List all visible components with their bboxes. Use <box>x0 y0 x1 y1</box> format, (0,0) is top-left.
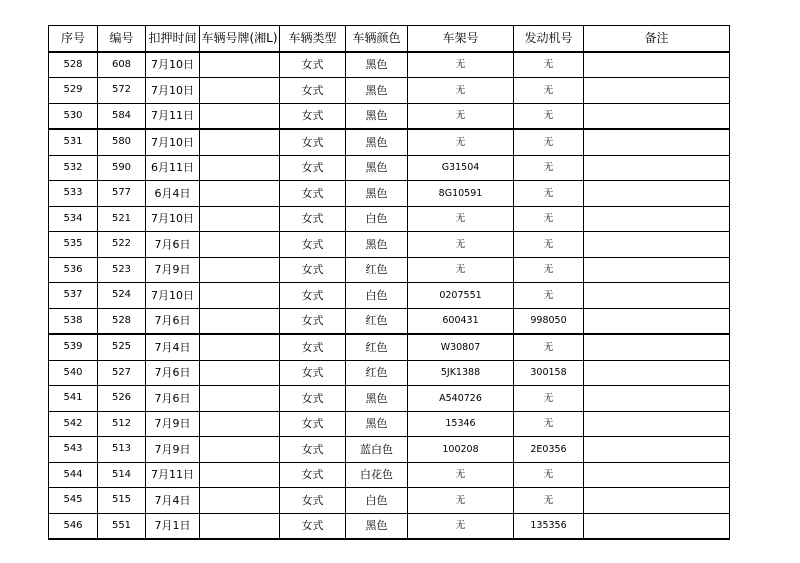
cell-engine: 无 <box>514 462 584 488</box>
cell-no: 515 <box>98 488 146 514</box>
cell-seize-time: 7月1日 <box>146 513 200 539</box>
cell-seize-time: 7月11日 <box>146 462 200 488</box>
table-row <box>49 386 730 412</box>
cell-remark <box>584 411 730 437</box>
cell-frame: 无 <box>408 129 514 155</box>
header-remark: 备注 <box>584 26 730 52</box>
cell-plate <box>200 334 280 360</box>
cell-color: 黑色 <box>346 52 408 78</box>
table-row <box>49 206 730 232</box>
table-row <box>49 155 730 181</box>
cell-frame: 无 <box>408 232 514 258</box>
cell-frame: 5JK1388 <box>408 360 514 386</box>
cell-engine: 300158 <box>514 360 584 386</box>
cell-color: 黑色 <box>346 103 408 129</box>
cell-frame: 无 <box>408 513 514 539</box>
cell-seq: 528 <box>49 52 98 78</box>
cell-remark <box>584 513 730 539</box>
cell-seq: 529 <box>49 78 98 104</box>
cell-no: 590 <box>98 155 146 181</box>
cell-seq: 538 <box>49 308 98 334</box>
cell-engine: 无 <box>514 52 584 78</box>
cell-color: 白色 <box>346 206 408 232</box>
cell-engine: 无 <box>514 386 584 412</box>
cell-plate <box>200 386 280 412</box>
cell-seq: 531 <box>49 129 98 155</box>
cell-seize-time: 7月6日 <box>146 386 200 412</box>
cell-type: 女式 <box>280 462 346 488</box>
cell-type: 女式 <box>280 513 346 539</box>
cell-plate <box>200 360 280 386</box>
header-plate: 车辆号牌(湘L) <box>200 26 280 52</box>
cell-color: 红色 <box>346 257 408 283</box>
vehicle-table <box>48 25 730 540</box>
cell-no: 572 <box>98 78 146 104</box>
cell-color: 黑色 <box>346 78 408 104</box>
table-row <box>49 360 730 386</box>
cell-frame: 600431 <box>408 308 514 334</box>
cell-no: 584 <box>98 103 146 129</box>
cell-color: 红色 <box>346 334 408 360</box>
cell-remark <box>584 437 730 463</box>
cell-seq: 533 <box>49 181 98 207</box>
cell-seize-time: 7月10日 <box>146 283 200 309</box>
cell-color: 红色 <box>346 308 408 334</box>
cell-remark <box>584 386 730 412</box>
cell-engine: 无 <box>514 129 584 155</box>
cell-seize-time: 7月6日 <box>146 360 200 386</box>
cell-frame: 8G10591 <box>408 181 514 207</box>
cell-color: 黑色 <box>346 386 408 412</box>
cell-color: 白色 <box>346 283 408 309</box>
cell-plate <box>200 232 280 258</box>
cell-type: 女式 <box>280 411 346 437</box>
cell-type: 女式 <box>280 437 346 463</box>
cell-frame: G31504 <box>408 155 514 181</box>
cell-seize-time: 7月4日 <box>146 488 200 514</box>
header-no: 编号 <box>98 26 146 52</box>
header-engine: 发动机号 <box>514 26 584 52</box>
cell-engine: 无 <box>514 257 584 283</box>
table-row <box>49 411 730 437</box>
cell-seq: 543 <box>49 437 98 463</box>
cell-plate <box>200 411 280 437</box>
cell-plate <box>200 206 280 232</box>
cell-no: 551 <box>98 513 146 539</box>
cell-frame: 无 <box>408 206 514 232</box>
cell-engine: 无 <box>514 283 584 309</box>
cell-remark <box>584 232 730 258</box>
cell-seize-time: 7月9日 <box>146 411 200 437</box>
cell-engine: 无 <box>514 488 584 514</box>
cell-frame: A540726 <box>408 386 514 412</box>
table-row <box>49 129 730 155</box>
cell-color: 蓝白色 <box>346 437 408 463</box>
cell-remark <box>584 462 730 488</box>
cell-seize-time: 6月4日 <box>146 181 200 207</box>
cell-no: 608 <box>98 52 146 78</box>
cell-engine: 无 <box>514 206 584 232</box>
cell-plate <box>200 513 280 539</box>
cell-type: 女式 <box>280 206 346 232</box>
header-seize-time: 扣押时间 <box>146 26 200 52</box>
cell-frame: 无 <box>408 103 514 129</box>
cell-no: 525 <box>98 334 146 360</box>
cell-frame: W30807 <box>408 334 514 360</box>
cell-plate <box>200 129 280 155</box>
cell-seize-time: 7月10日 <box>146 78 200 104</box>
cell-plate <box>200 462 280 488</box>
cell-color: 白色 <box>346 488 408 514</box>
table-row <box>49 308 730 334</box>
cell-plate <box>200 52 280 78</box>
cell-remark <box>584 488 730 514</box>
cell-color: 红色 <box>346 360 408 386</box>
table-row <box>49 283 730 309</box>
cell-seq: 539 <box>49 334 98 360</box>
cell-color: 黑色 <box>346 411 408 437</box>
cell-no: 512 <box>98 411 146 437</box>
cell-frame: 无 <box>408 78 514 104</box>
cell-remark <box>584 129 730 155</box>
cell-seq: 535 <box>49 232 98 258</box>
cell-remark <box>584 360 730 386</box>
table-row <box>49 334 730 360</box>
table-row <box>49 437 730 463</box>
cell-seize-time: 7月10日 <box>146 129 200 155</box>
cell-seq: 532 <box>49 155 98 181</box>
cell-seize-time: 7月11日 <box>146 103 200 129</box>
cell-frame: 15346 <box>408 411 514 437</box>
cell-seize-time: 7月10日 <box>146 206 200 232</box>
cell-plate <box>200 283 280 309</box>
cell-remark <box>584 206 730 232</box>
cell-no: 521 <box>98 206 146 232</box>
cell-seize-time: 7月10日 <box>146 52 200 78</box>
table-row <box>49 488 730 514</box>
header-seq: 序号 <box>49 26 98 52</box>
header-row <box>49 26 730 52</box>
cell-remark <box>584 52 730 78</box>
table-row <box>49 513 730 539</box>
cell-engine: 998050 <box>514 308 584 334</box>
cell-type: 女式 <box>280 308 346 334</box>
cell-engine: 无 <box>514 103 584 129</box>
cell-seq: 530 <box>49 103 98 129</box>
cell-engine: 无 <box>514 181 584 207</box>
cell-plate <box>200 488 280 514</box>
table-row <box>49 181 730 207</box>
vehicle-seizure-sheet <box>48 25 730 540</box>
cell-type: 女式 <box>280 155 346 181</box>
cell-plate <box>200 437 280 463</box>
cell-remark <box>584 155 730 181</box>
table-row <box>49 462 730 488</box>
cell-frame: 100208 <box>408 437 514 463</box>
cell-seq: 546 <box>49 513 98 539</box>
cell-seize-time: 7月9日 <box>146 437 200 463</box>
cell-remark <box>584 283 730 309</box>
cell-type: 女式 <box>280 129 346 155</box>
cell-seize-time: 6月11日 <box>146 155 200 181</box>
cell-seize-time: 7月6日 <box>146 232 200 258</box>
cell-type: 女式 <box>280 232 346 258</box>
cell-plate <box>200 308 280 334</box>
cell-type: 女式 <box>280 103 346 129</box>
table-row <box>49 232 730 258</box>
cell-no: 522 <box>98 232 146 258</box>
cell-plate <box>200 155 280 181</box>
cell-color: 黑色 <box>346 129 408 155</box>
cell-seq: 536 <box>49 257 98 283</box>
cell-seize-time: 7月6日 <box>146 308 200 334</box>
header-frame: 车架号 <box>408 26 514 52</box>
header-color: 车辆颜色 <box>346 26 408 52</box>
cell-engine: 无 <box>514 334 584 360</box>
cell-type: 女式 <box>280 360 346 386</box>
cell-no: 523 <box>98 257 146 283</box>
cell-plate <box>200 257 280 283</box>
cell-no: 577 <box>98 181 146 207</box>
cell-color: 黑色 <box>346 155 408 181</box>
cell-type: 女式 <box>280 334 346 360</box>
cell-no: 514 <box>98 462 146 488</box>
cell-remark <box>584 334 730 360</box>
table-body <box>49 52 730 540</box>
cell-engine: 无 <box>514 411 584 437</box>
cell-remark <box>584 257 730 283</box>
cell-engine: 无 <box>514 78 584 104</box>
cell-frame: 无 <box>408 257 514 283</box>
cell-engine: 无 <box>514 155 584 181</box>
cell-engine: 无 <box>514 232 584 258</box>
cell-type: 女式 <box>280 181 346 207</box>
cell-type: 女式 <box>280 386 346 412</box>
cell-seq: 544 <box>49 462 98 488</box>
cell-no: 513 <box>98 437 146 463</box>
cell-no: 524 <box>98 283 146 309</box>
cell-remark <box>584 78 730 104</box>
cell-frame: 0207551 <box>408 283 514 309</box>
cell-seq: 534 <box>49 206 98 232</box>
cell-seq: 545 <box>49 488 98 514</box>
cell-color: 黑色 <box>346 181 408 207</box>
cell-color: 黑色 <box>346 232 408 258</box>
cell-type: 女式 <box>280 283 346 309</box>
cell-plate <box>200 181 280 207</box>
cell-color: 白花色 <box>346 462 408 488</box>
cell-color: 黑色 <box>346 513 408 539</box>
header-type: 车辆类型 <box>280 26 346 52</box>
cell-seq: 541 <box>49 386 98 412</box>
cell-plate <box>200 103 280 129</box>
cell-frame: 无 <box>408 462 514 488</box>
cell-frame: 无 <box>408 488 514 514</box>
cell-no: 526 <box>98 386 146 412</box>
cell-seize-time: 7月9日 <box>146 257 200 283</box>
cell-seq: 542 <box>49 411 98 437</box>
cell-type: 女式 <box>280 78 346 104</box>
table-row <box>49 78 730 104</box>
cell-type: 女式 <box>280 257 346 283</box>
cell-remark <box>584 103 730 129</box>
cell-no: 528 <box>98 308 146 334</box>
cell-seq: 537 <box>49 283 98 309</box>
cell-engine: 2E0356 <box>514 437 584 463</box>
table-row <box>49 103 730 129</box>
cell-remark <box>584 308 730 334</box>
table-row <box>49 257 730 283</box>
cell-plate <box>200 78 280 104</box>
cell-frame: 无 <box>408 52 514 78</box>
cell-seize-time: 7月4日 <box>146 334 200 360</box>
cell-no: 580 <box>98 129 146 155</box>
table-row <box>49 52 730 78</box>
cell-engine: 135356 <box>514 513 584 539</box>
cell-no: 527 <box>98 360 146 386</box>
cell-remark <box>584 181 730 207</box>
cell-seq: 540 <box>49 360 98 386</box>
cell-type: 女式 <box>280 52 346 78</box>
cell-type: 女式 <box>280 488 346 514</box>
